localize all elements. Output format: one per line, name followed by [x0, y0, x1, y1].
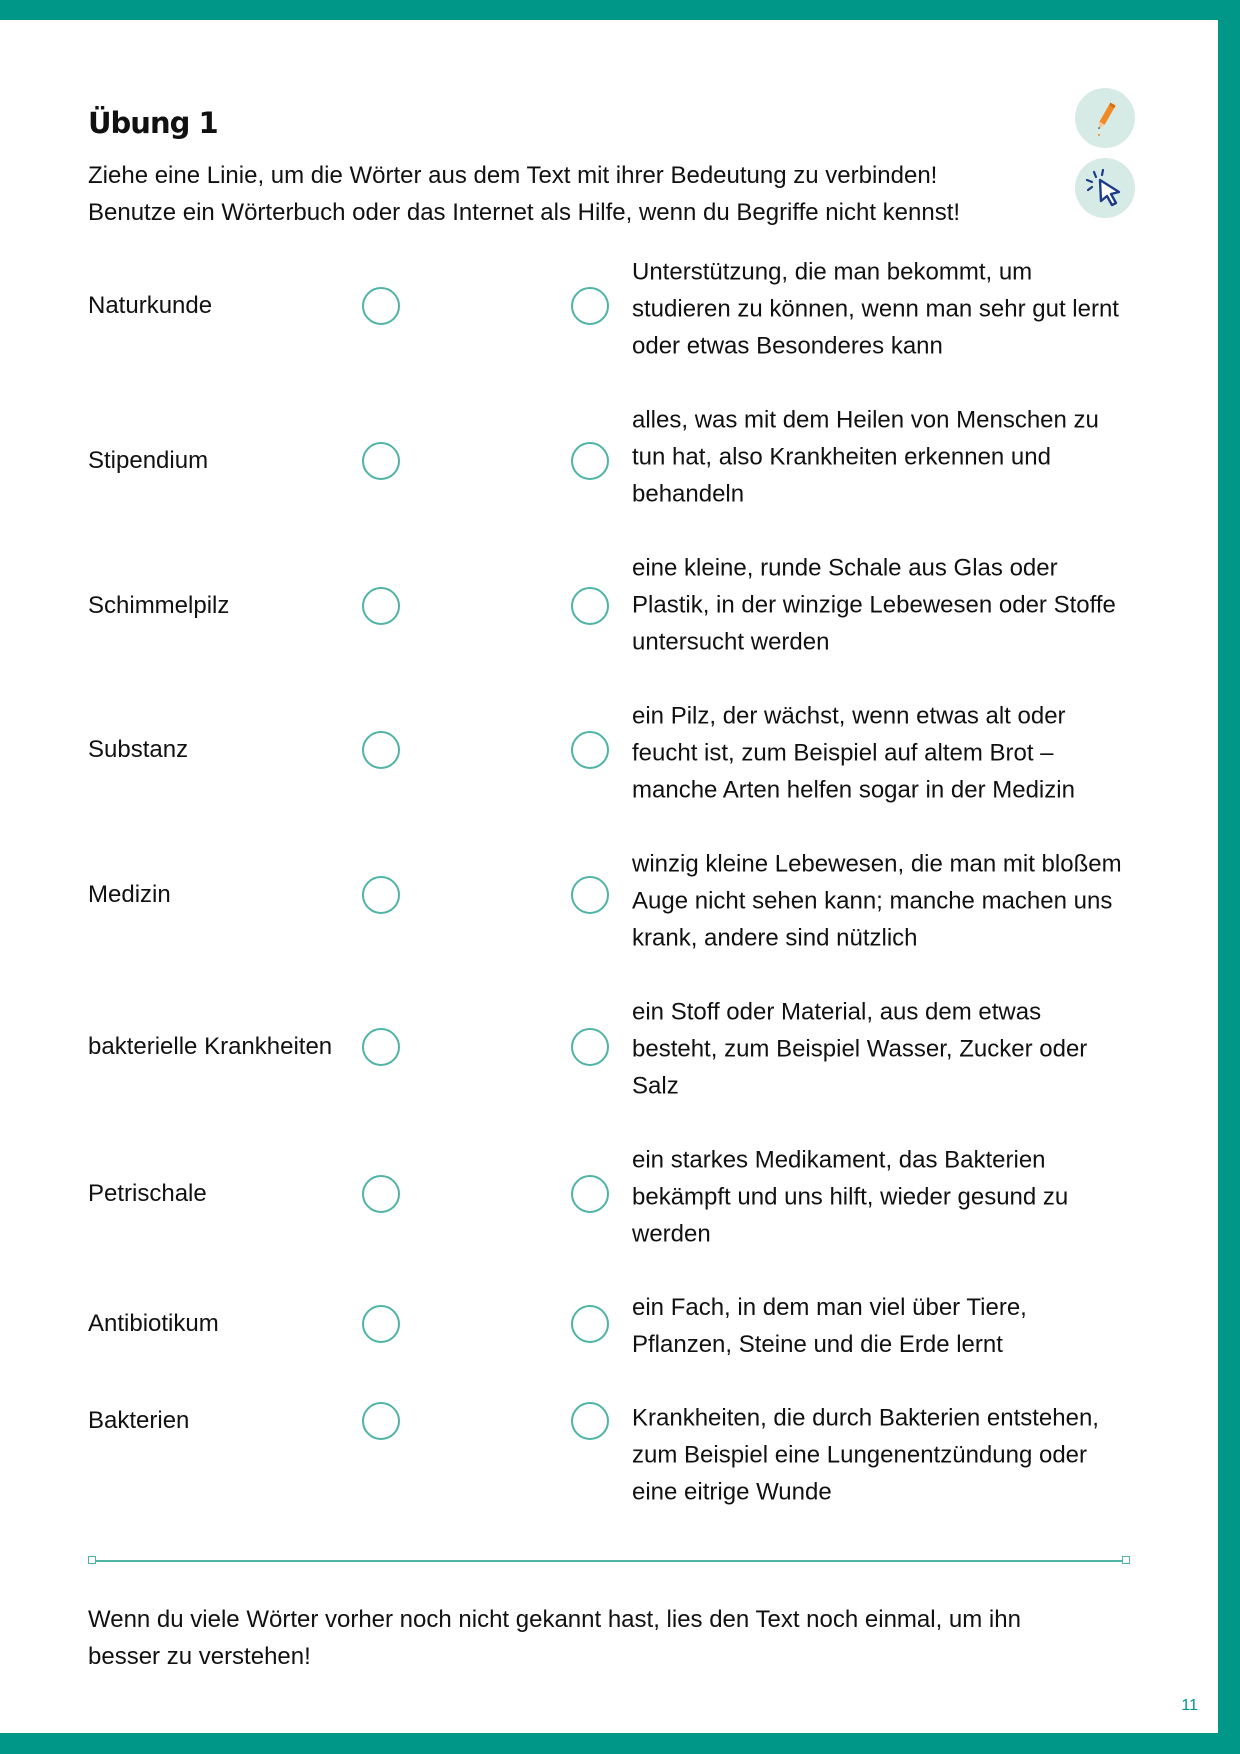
divider-line [96, 1560, 1122, 1562]
cursor-badge [1075, 158, 1135, 218]
pencil-badge [1075, 88, 1135, 148]
definition-text: ein starkes Medikament, das Bakterien bekämpft und uns hilft, wieder gesund zu werden [632, 1146, 1069, 1248]
definition-text: Krankheiten, die durch Bakterien entstehen, zum Beispiel eine Lungenentzündung oder eine eitrige Wunde [632, 1404, 1099, 1506]
term-connector-circle[interactable] [362, 287, 400, 325]
definition-connector-circle[interactable] [571, 1305, 609, 1343]
term-connector-circle[interactable] [362, 876, 400, 914]
term-label: Medizin [88, 881, 171, 908]
term-label: Antibiotikum [88, 1310, 219, 1337]
term-connector-circle[interactable] [362, 1402, 400, 1440]
definition-text: Unterstützung, die man bekommt, um studieren zu können, wenn man sehr gut lernt oder etwas Besonderes kann [632, 258, 1119, 360]
term-connector-circle[interactable] [362, 1028, 400, 1066]
definition-connector-circle[interactable] [571, 587, 609, 625]
section-divider [88, 1553, 1130, 1569]
click-cursor-icon [1083, 166, 1127, 210]
definition-connector-circle[interactable] [571, 876, 609, 914]
term-label: Naturkunde [88, 292, 213, 319]
term-connector-circle[interactable] [362, 442, 400, 480]
definition-connector-circle[interactable] [571, 1175, 609, 1213]
definition-connector-circle[interactable] [571, 731, 609, 769]
bottom-border [0, 1733, 1240, 1754]
definition-connector-circle[interactable] [571, 287, 609, 325]
definition-connector-circle[interactable] [571, 1028, 609, 1066]
term-label: Petrischale [88, 1180, 207, 1207]
pencil-icon [1087, 98, 1123, 138]
term-connector-circle[interactable] [362, 731, 400, 769]
term-connector-circle[interactable] [362, 1175, 400, 1213]
instruction-line: Benutze ein Wörterbuch oder das Internet als Hilfe, wenn du Begriffe nicht kennst! [88, 199, 961, 226]
definition-connector-circle[interactable] [571, 442, 609, 480]
term-connector-circle[interactable] [362, 1305, 400, 1343]
instruction-line: Ziehe eine Linie, um die Wörter aus dem Text mit ihrer Bedeutung zu verbinden! [88, 162, 938, 189]
instructions [88, 157, 1038, 231]
term-connector-circle[interactable] [362, 587, 400, 625]
term-label: Substanz [88, 736, 189, 763]
term-label: Stipendium [88, 447, 209, 474]
definition-connector-circle[interactable] [571, 1402, 609, 1440]
definition-text: ein Stoff oder Material, aus dem etwas besteht, zum Beispiel Wasser, Zucker oder Salz [632, 998, 1088, 1100]
definition-text: eine kleine, runde Schale aus Glas oder Plastik, in der winzige Lebewesen oder Stoffe untersucht werden [632, 554, 1116, 656]
divider-end-square [1122, 1556, 1130, 1564]
definition-text: ein Pilz, der wächst, wenn etwas alt oder feucht ist, zum Beispiel auf altem Brot – manche Arten helfen sogar in der Medizin [632, 702, 1075, 804]
definition-text: winzig kleine Lebewesen, die man mit bloßem Auge nicht sehen kann; manche machen uns krank, andere sind nützlich [632, 850, 1122, 952]
right-border [1218, 0, 1240, 1754]
divider-end-square [88, 1556, 96, 1564]
exercise-title: Übung 1 [88, 106, 218, 140]
term-label: bakterielle Krankheiten [88, 1033, 333, 1060]
top-border [0, 0, 1240, 20]
term-label: Bakterien [88, 1407, 190, 1434]
page-number: 11 [1181, 1697, 1198, 1714]
footer-note: Wenn du viele Wörter vorher noch nicht gekannt hast, lies den Text noch einmal, um ihn besser zu verstehen! [88, 1606, 1021, 1670]
term-label: Schimmelpilz [88, 592, 230, 619]
definition-text: ein Fach, in dem man viel über Tiere, Pflanzen, Steine und die Erde lernt [632, 1294, 1027, 1358]
definition-text: alles, was mit dem Heilen von Menschen zu tun hat, also Krankheiten erkennen und behandeln [632, 406, 1099, 508]
